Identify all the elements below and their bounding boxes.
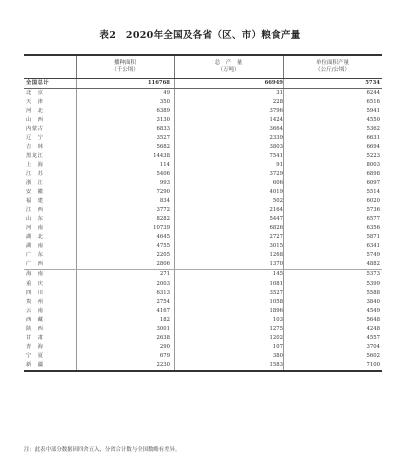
row-yield: 5399 — [366, 280, 380, 287]
row-output: 1058 — [269, 298, 283, 305]
row-name: 山 西 — [26, 116, 44, 123]
row-yield: 6341 — [366, 243, 380, 250]
row-name: 青 海 — [26, 343, 44, 350]
row-area: 6313 — [156, 289, 170, 296]
row-yield: 5736 — [366, 207, 380, 214]
row-name: 山 东 — [26, 216, 44, 223]
row-output: 3015 — [269, 243, 283, 250]
table-header — [24, 56, 382, 79]
row-area: 6833 — [156, 125, 170, 132]
table-row — [24, 334, 382, 343]
row-yield: 5734 — [365, 79, 380, 86]
table-row — [24, 197, 382, 206]
row-output: 145 — [272, 271, 283, 278]
header-output-label: 总 产 量 — [214, 59, 243, 66]
table-row — [24, 280, 382, 289]
row-output: 7541 — [269, 152, 283, 159]
row-yield: 8003 — [366, 161, 380, 168]
row-output: 2164 — [269, 207, 283, 214]
table-row — [24, 298, 382, 307]
row-yield: 6020 — [366, 198, 380, 205]
table-row — [24, 233, 382, 242]
row-name: 陕 西 — [26, 325, 44, 332]
row-output: 1081 — [269, 280, 283, 287]
row-name: 吉 林 — [26, 143, 44, 150]
row-output: 606 — [272, 180, 283, 187]
table-row — [24, 242, 382, 251]
row-name: 贵 州 — [26, 298, 44, 305]
row-area: 7290 — [156, 189, 170, 196]
row-output: 1202 — [269, 334, 283, 341]
row-name: 新 疆 — [26, 361, 44, 368]
row-name: 浙 江 — [26, 180, 44, 187]
row-name: 广 西 — [26, 261, 44, 268]
row-output: 31 — [276, 89, 283, 96]
row-name: 海 南 — [26, 271, 44, 278]
row-name: 上 海 — [26, 161, 44, 168]
row-yield: 6516 — [366, 98, 380, 105]
row-area: 4167 — [156, 307, 170, 314]
row-output: 103 — [272, 316, 283, 323]
row-output: 502 — [272, 198, 283, 205]
table-row — [24, 316, 382, 325]
row-output: 1583 — [269, 361, 283, 368]
table-row — [24, 125, 382, 134]
row-area: 114 — [159, 161, 170, 168]
row-area: 290 — [159, 343, 170, 350]
total-row — [24, 79, 382, 89]
province-rows — [24, 89, 382, 370]
row-output: 6826 — [269, 225, 283, 232]
row-area: 8282 — [156, 216, 170, 223]
row-name: 云 南 — [26, 307, 44, 314]
row-output: 1896 — [269, 307, 283, 314]
row-yield: 5602 — [366, 352, 380, 359]
row-area: 2230 — [156, 361, 170, 368]
row-area: 14438 — [153, 152, 170, 159]
row-yield: 6244 — [366, 89, 380, 96]
row-area: 4755 — [156, 243, 170, 250]
row-yield: 6631 — [366, 134, 380, 141]
row-area: 6389 — [156, 107, 170, 114]
row-area: 3130 — [156, 116, 170, 123]
row-output: 3527 — [269, 289, 283, 296]
row-name: 河 南 — [26, 225, 44, 232]
row-output: 228 — [272, 98, 283, 105]
row-yield: 6577 — [366, 216, 380, 223]
table-row — [24, 325, 382, 334]
table-row — [24, 107, 382, 116]
row-yield: 6694 — [366, 143, 380, 150]
grain-output-table — [24, 54, 382, 372]
row-output: 1275 — [269, 325, 283, 332]
row-name: 西 藏 — [26, 316, 44, 323]
table-row — [24, 352, 382, 361]
row-name: 江 西 — [26, 207, 44, 214]
table-row — [24, 361, 382, 370]
row-name: 宁 夏 — [26, 352, 44, 359]
row-name: 河 北 — [26, 107, 44, 114]
row-area: 350 — [159, 98, 170, 105]
row-name: 甘 肃 — [26, 334, 44, 341]
row-area: 116768 — [147, 79, 170, 86]
row-area: 3772 — [156, 207, 170, 214]
table-row — [24, 251, 382, 260]
table-row — [24, 215, 382, 224]
header-area-unit: （千公顷） — [111, 66, 139, 73]
row-area: 679 — [159, 352, 170, 359]
row-name: 安 徽 — [26, 189, 44, 196]
table-row — [24, 224, 382, 233]
header-yield-label: 单位面积产量 — [315, 59, 349, 66]
row-yield: 5373 — [366, 271, 380, 278]
row-name: 全国总计 — [26, 79, 50, 86]
row-yield: 7100 — [366, 361, 380, 368]
table-row — [24, 188, 382, 197]
table-row — [24, 170, 382, 179]
row-yield: 4550 — [366, 116, 380, 123]
row-yield: 5223 — [366, 152, 380, 159]
row-name: 重 庆 — [26, 280, 44, 287]
table-row — [24, 98, 382, 107]
row-yield: 4549 — [366, 307, 380, 314]
row-area: 10739 — [153, 225, 170, 232]
row-name: 内蒙古 — [26, 125, 44, 132]
row-output: 3664 — [269, 125, 283, 132]
row-name: 江 苏 — [26, 170, 44, 177]
row-output: 5447 — [269, 216, 283, 223]
row-yield: 5941 — [366, 107, 380, 114]
row-yield: 3840 — [366, 298, 380, 305]
row-yield: 5648 — [366, 316, 380, 323]
header-output-unit: （万吨） — [217, 66, 240, 73]
row-area: 49 — [163, 89, 170, 96]
row-yield: 5362 — [366, 125, 380, 132]
table-row — [24, 269, 382, 279]
row-area: 2754 — [156, 298, 170, 305]
row-output: 91 — [276, 161, 283, 168]
row-output: 3803 — [269, 143, 283, 150]
table-row — [24, 134, 382, 143]
row-yield: 5588 — [366, 289, 380, 296]
row-yield: 6898 — [366, 170, 380, 177]
row-yield: 6097 — [366, 180, 380, 187]
row-yield: 5514 — [366, 189, 380, 196]
row-output: 4019 — [269, 189, 283, 196]
row-name: 四 川 — [26, 289, 44, 296]
row-name: 广 东 — [26, 252, 44, 259]
table-row — [24, 143, 382, 152]
row-area: 2003 — [156, 280, 170, 287]
table-row — [24, 289, 382, 298]
row-name: 北 京 — [26, 89, 44, 96]
row-yield: 4557 — [366, 334, 380, 341]
row-output: 1370 — [269, 261, 283, 268]
row-yield: 4248 — [366, 325, 380, 332]
header-area — [76, 56, 174, 78]
row-area: 3527 — [156, 134, 170, 141]
row-yield: 6356 — [366, 225, 380, 232]
row-yield: 4882 — [366, 261, 380, 268]
table-row — [24, 161, 382, 170]
table-row — [24, 116, 382, 125]
table-row — [24, 179, 382, 188]
row-area: 834 — [159, 198, 170, 205]
row-area: 2638 — [156, 334, 170, 341]
row-output: 380 — [272, 352, 283, 359]
row-output: 2727 — [269, 234, 283, 241]
table-row — [24, 260, 382, 269]
row-output: 66949 — [264, 79, 283, 86]
row-area: 182 — [159, 316, 170, 323]
row-output: 3729 — [269, 170, 283, 177]
row-output: 1268 — [269, 252, 283, 259]
header-output — [174, 56, 283, 78]
row-output: 3796 — [269, 107, 283, 114]
row-area: 2205 — [156, 252, 170, 259]
row-name: 湖 北 — [26, 234, 44, 241]
table-row — [24, 343, 382, 352]
row-area: 271 — [159, 271, 170, 278]
row-name: 黑龙江 — [26, 152, 44, 159]
row-output: 107 — [272, 343, 283, 350]
row-area: 3001 — [156, 325, 170, 332]
table-row — [24, 206, 382, 215]
header-yield — [283, 56, 382, 78]
header-area-label: 播种面积 — [113, 59, 136, 66]
table-row — [24, 89, 382, 98]
header-yield-unit: （公斤/公顷） — [315, 66, 350, 73]
row-yield: 5871 — [366, 234, 380, 241]
table-bottom-rule — [24, 370, 382, 372]
row-area: 2806 — [156, 261, 170, 268]
row-output: 2339 — [269, 134, 283, 141]
table-body — [24, 79, 382, 371]
row-area: 993 — [159, 180, 170, 187]
row-area: 5406 — [156, 170, 170, 177]
table-row — [24, 152, 382, 161]
row-name: 福 建 — [26, 198, 44, 205]
table-row — [24, 307, 382, 316]
row-name: 天 津 — [26, 98, 44, 105]
row-area: 5682 — [156, 143, 170, 150]
row-area: 4645 — [156, 234, 170, 241]
row-output: 1424 — [269, 116, 283, 123]
row-yield: 5749 — [366, 252, 380, 259]
table-note: 注：此表中部分数据因四舍五入，分省合计数与全国数略有差异。 — [24, 447, 181, 453]
row-name: 湖 南 — [26, 243, 44, 250]
row-yield: 3704 — [366, 343, 380, 350]
row-name: 辽 宁 — [26, 134, 44, 141]
table-title: 表2 2020年全国及各省（区、市）粮食产量 — [99, 30, 301, 41]
